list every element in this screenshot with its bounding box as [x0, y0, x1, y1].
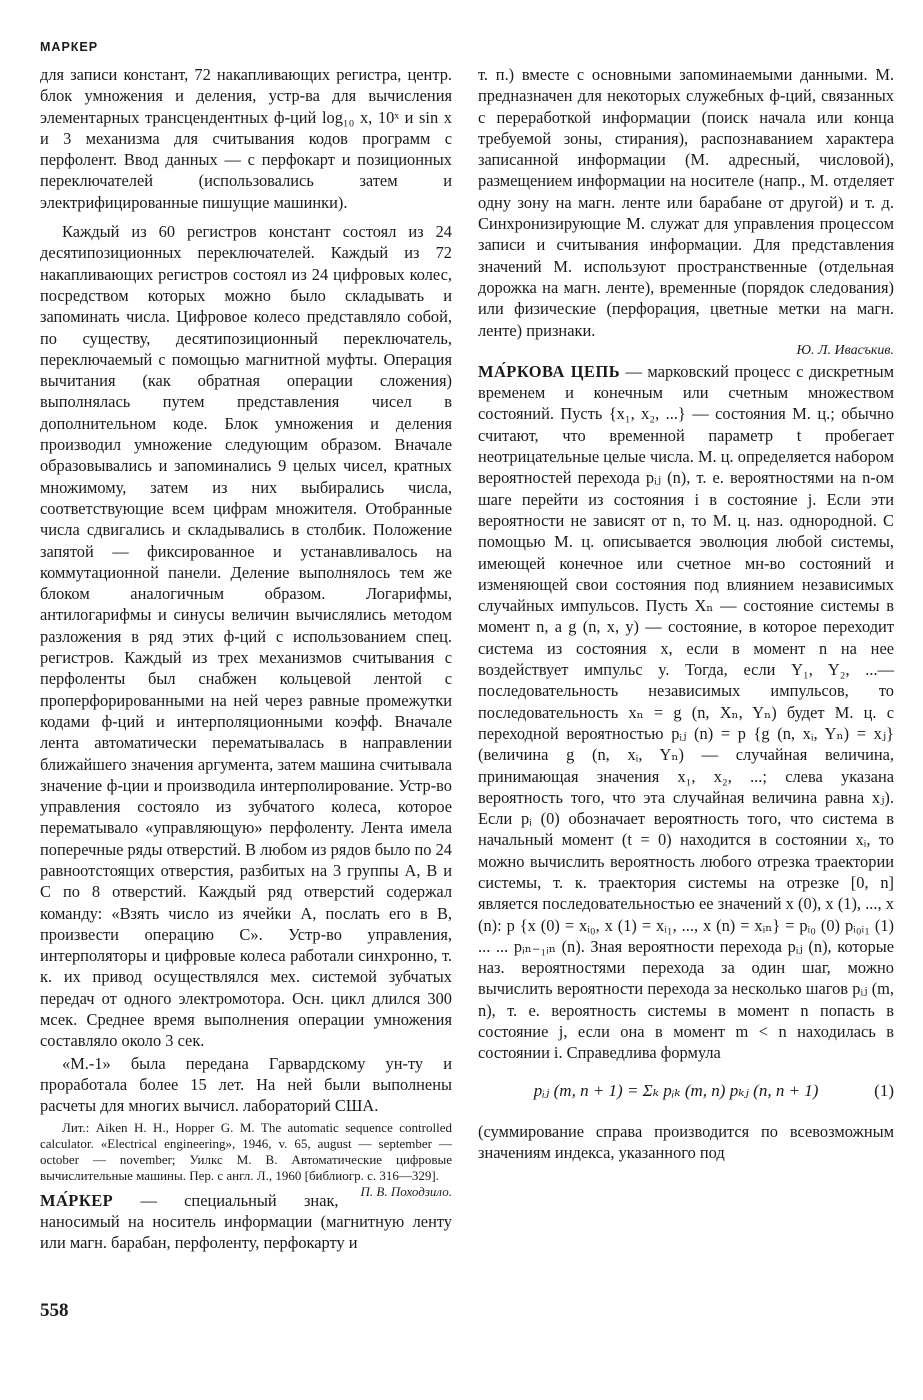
headword-markov-chain: МА́РКОВА ЦЕПЬ [478, 361, 621, 381]
running-head: МАРКЕР [40, 40, 99, 54]
headword-marker: МА́РКЕР [40, 1190, 114, 1210]
entry-markov-text: — марковский процесс с дискретным временем и конечным или счетным множеством состояний. Пусть {x₁, x₂, ...} — состояния М. ц.; обычно считают, что временной параметр t пробегает неотрицательные целые числа. М. ц. определяется набором вероятностей перехода pᵢⱼ (n), т. е. вероятностями на n-ом шаге перейти из состояния i в состояние j. Если эти вероятности не зависят от n, то М. ц. наз. однородной. С помощью М. ц. описывается эволюция любой системы, имеющей конечное или счетное мн-во состояний и изменяющей свои состояния под влиянием независимых случайных импульсов. Пусть Xₙ — состояние системы в момент n, а g (n, x, y) — состояние, в которое переходит система из состояния x, если в момент n на нее воздействует импульс y. Тогда, если Y₁, Y₂, ...— последовательность независимых импульсов, то последовательность xₙ = g (n, Xₙ, Yₙ) будет М. ц. с переходной вероятностью pᵢⱼ (n) = p {g (n, xᵢ, Yₙ) = xⱼ} (величина g (n, xᵢ, Yₙ) — случайная величина, принимающая значения x₁, x₂, ...; слева указана вероятность того, что эта случайная величина равна xⱼ). Если pᵢ (0) обозначает вероятность того, что система в начальный момент (t = 0) находится в состоянии xᵢ, то можно вычислить вероятность любого отрезка траектории системы, т. к. траектория системы на отрезке [0, n] является последовательностью ее значений x (0), x (1), ..., x (n): p {x (0) = xᵢ₀, x (1) = xᵢ₁, ..., x (n) = xᵢₙ} = pᵢ₀ (0) pᵢ₀ᵢ₁ (1) ... ... pᵢₙ₋₁ᵢₙ (n). Зная вероятности перехода pᵢⱼ (n), которые наз. вероятностями перехода за один шаг, можно вычислить вероятности перехода за несколько шагов pᵢⱼ (m, n), т. е. вероятность системы в момент n попасть в состояние j, если она в момент m < n находилась в состоянии i. Справедлива формула [478, 361, 894, 1063]
paragraph-left-2: Каждый из 60 регистров констант состоял из 24 десятипозиционных переключателей. Каждый из 72 накапливающих регистров состоял из 24 цифровых колес, посредством которых можно было складывать и запоминать числа. Цифровое колесо представляло собой, по существу, десятипозиционный переключатель, переключаемый с помощью магнитной муфты. Операция вычитания (как обратная операции сложения) выполнялась путем представления чисел в дополнительном коде. Блок умножения и деления производил умножение следующим образом. Вначале образовывались и запоминались 9 целых чисел, кратных множимому, затем из них выбирались числа, соответствующие всем цифрам множителя. Отобранные числа сдвигались и складывались в столбик. Положение запятой — фиксированное и устанавливалось на коммутационной панели. Деление выполнялось тем же блоком аналогичным образом. Логарифмы, антилогарифмы и синусы величин вычислялись методом разложения в ряд этих ф-ций с использованием спец. регистров. Каждый из трех механизмов считывания с перфоленты был снабжен кольцевой лентой с проперфорированными на ней через равные промежутки кодами ф-ций и интерполяционными коэфф. Вначале лента автоматически перематывалась в направлении ближайшего значения аргумента, затем машина считывала значение ф-ции и производила интерполирование. Устр-во управления состояло из зубчатого колеса, которое перематывало «управляющую» перфоленту. Лента имела поперечные ряды отверстий. В любом из рядов было по 24 равноотстоящих отверстия, разбитых на 3 группы А, В и С по 8 отверстий. Каждый ряд отверстий содержал команду: «Взять число из ячейки А, послать его в В, произвести операцию С». Устр-во управления, интерполяторы и цифровые колеса работали синхронно, т. к. их привод осуществлялся мех. системой зубчатых передач от одного электромотора. Осн. цикл длился 300 мсек. Среднее время выполнения операции умножения составляло около 3 сек. [40, 222, 452, 1051]
right-column [478, 64, 894, 1164]
author-signature: Ю. Л. Ивасъкив. [796, 342, 894, 358]
page-number: 558 [40, 1300, 69, 1321]
formula-text: pᵢⱼ (m, n + 1) = Σₖ pᵢₖ (m, n) pₖⱼ (n, n + 1) [533, 1080, 819, 1100]
paragraph-left-3: «М.-1» была передана Гарвардскому ун-ту и проработала более 15 лет. На ней были выполнены расчеты для многих вычисл. лабораторий США. [40, 1053, 452, 1116]
paragraph-right-1: т. п.) вместе с основными запоминаемыми данными. М. предназначен для некоторых служебных ф-ций, связанных с переработкой информации (поиск начала или конца требуемой зоны, стирания), распознаванием характера записанной информации (М. адресный, числовой), размещением информации на носителе (напр., М. отделяет одну зону на магн. ленте или барабане от другой) и т. д. Синхронизирующие М. служат для управления процессом записи и считывания информации. Для представления значений М. используют пространственные (отдельная дорожка на магн. ленте), временные (порядок следования) или физические (перфорация, цветные метки на магн. ленте) признаки. [478, 65, 894, 340]
paragraph-after-formula: (суммирование справа производится по всевозможным значениям индекса, указанного под [478, 1121, 894, 1163]
formula-1 [478, 1080, 894, 1101]
literature-signature: П. В. Походзило. [360, 1183, 452, 1199]
paragraph-left-1: для записи констант, 72 накапливающих регистра, центр. блок умножения и деления, устр-ва для вычисления элементарных трансцендентных ф-ций log₁₀ x, 10ˣ и sin x и 3 механизма для считывания кодов программ с перфолент. Ввод данных — с перфокарт и позиционных переключателей (использовались затем и электрифицированные пишущие машинки). [40, 65, 452, 212]
left-column [40, 64, 452, 1253]
entry-markov-chain [478, 361, 894, 1064]
literature-list [40, 1119, 452, 1199]
literature-text: Лит.: Aiken H. H., Hopper G. M. The automatic sequence controlled calculator. «Electrical engineering», 1946, v. 65, august — september — october — november; Уилкс М. В. Автоматические цифровые вычислительные машины. Пер. с англ. Л., 1960 [библиогр. с. 316—329]. [40, 1119, 452, 1183]
entry-marker-text: — специальный знак, наносимый на носитель информации (магнитную ленту или магн. барабан, перфоленту, перфокарту и [40, 1190, 452, 1253]
formula-number: (1) [874, 1080, 894, 1100]
